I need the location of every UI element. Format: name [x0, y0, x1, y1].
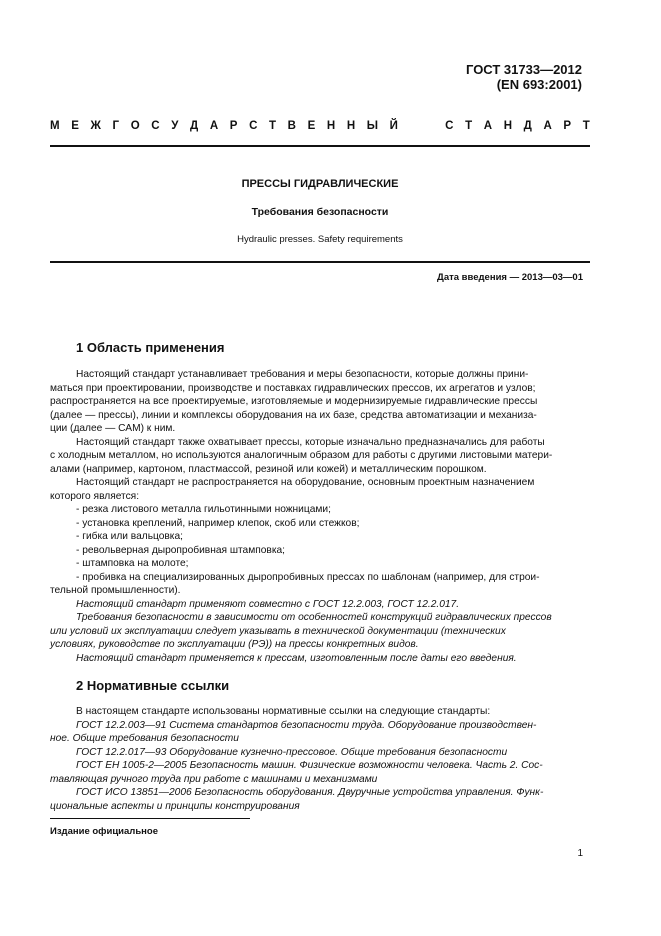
banner-letter: О [130, 120, 140, 132]
standard-type-banner [50, 120, 590, 132]
text-line: Настоящий стандарт не распространяется на оборудование, основным проектным назначением [76, 477, 535, 488]
banner-letter: Й [389, 120, 398, 132]
text-line: которого является: [50, 490, 140, 502]
text-line: Настоящий стандарт также охватывает прессы, которые изначально предназначались для работы [76, 436, 545, 448]
list-item: - резка листового металла гильотинными ножницами; [76, 504, 331, 515]
list-item: - штамповка на молоте; [76, 558, 189, 569]
banner-letter: Е [307, 120, 316, 132]
gost-number [466, 62, 582, 92]
page-number: 1 [577, 848, 583, 859]
banner-gap [410, 120, 434, 132]
banner-letter: Н [503, 120, 513, 132]
banner-letter: С [151, 120, 160, 132]
banner-letter: А [543, 120, 552, 132]
list-item: - пробивка на специализированных дыропробивных прессах по шаблонам (например, для строи- [76, 571, 540, 583]
text-line: или условий их эксплуатации следует указывать в технической документации (технических [50, 625, 506, 637]
banner-letter: А [483, 120, 493, 132]
reference-line: тавляющая ручного труда при работе с машинами и механизмами [50, 773, 378, 785]
banner-letter: Ы [366, 120, 379, 132]
title-divider [50, 261, 590, 263]
text-line: Требования безопасности в зависимости от особенностей конструкций гидравлических прессов [76, 612, 552, 623]
reference-line: циональные аспекты и принципы конструирования [50, 800, 300, 812]
text-line: ции (далее — САМ) к ним. [50, 423, 176, 434]
text-line: условиях, руководстве по эксплуатации (РЭ)) на прессы конкретных видов. [50, 639, 419, 650]
banner-letter: А [209, 120, 219, 132]
banner-letter: Ж [90, 120, 101, 132]
top-divider [50, 145, 590, 147]
banner-letter: Р [229, 120, 238, 132]
banner-letter: Д [523, 120, 532, 132]
list-item: - установка креплений, например клепок, скоб или стежков; [76, 517, 360, 529]
banner-letter: Г [112, 120, 120, 132]
text-line: маться при проектировании, производстве и поставках гидравлических прессов, их агрегатов и узлов; [50, 382, 536, 394]
text-line: В настоящем стандарте использованы нормативные ссылки на следующие стандарты: [76, 706, 491, 717]
section-1-heading: 1 Область применения [76, 340, 225, 355]
banner-letter: Д [190, 120, 199, 132]
reference-line: ГОСТ ЕН 1005-2—2005 Безопасность машин. Физические возможности человека. Часть 2. Сос- [76, 760, 543, 771]
banner-letter: В [287, 120, 296, 132]
section-2-body [50, 705, 585, 813]
list-item: - револьверная дыропробивная штамповка; [76, 544, 286, 556]
document-title: ПРЕССЫ ГИДРАВЛИЧЕСКИЕ [241, 178, 399, 190]
reference-line: ГОСТ 12.2.017—93 Оборудование кузнечно-прессовое. Общие требования безопасности [76, 746, 508, 758]
section-1-body [50, 368, 585, 665]
banner-letter: Е [71, 120, 79, 132]
section-2-heading: 2 Нормативные ссылки [76, 678, 230, 693]
banner-letter: Н [326, 120, 336, 132]
banner-letter: Т [582, 120, 590, 132]
reference-line: ное. Общие требования безопасности [50, 733, 239, 744]
text-line: Настоящий стандарт применяют совместно с ГОСТ 12.2.003, ГОСТ 12.2.017. [76, 598, 460, 610]
banner-letter: Н [346, 120, 356, 132]
intro-date: Дата введения — 2013—03—01 [437, 272, 583, 283]
english-title: Hydraulic presses. Safety requirements [237, 234, 403, 245]
gost-number-text: ГОСТ 31733—2012 [466, 62, 582, 77]
text-line: Настоящий стандарт применяется к прессам, изготовленным после даты его введения. [76, 652, 517, 664]
reference-line: ГОСТ 12.2.003—91 Система стандартов безопасности труда. Оборудование производствен- [76, 719, 537, 731]
banner-letter: У [171, 120, 179, 132]
banner-letter: Р [563, 120, 572, 132]
banner-letter: Т [269, 120, 277, 132]
reference-line: ГОСТ ИСО 13851—2006 Безопасность оборудования. Двуручные устройства управления. Функ- [76, 787, 544, 798]
en-number-text: (EN 693:2001) [496, 77, 582, 92]
text-line: с холодным металлом, но используются аналогичным образом для работы с другими листовыми матери- [50, 450, 553, 461]
edition-label: Издание официальное [50, 826, 158, 837]
footer-divider [50, 818, 250, 819]
document-subtitle: Требования безопасности [251, 206, 389, 218]
text-line: алами (например, картоном, пластмассой, резиной или кожей) и металлическим порошком. [50, 463, 487, 475]
text-line: (далее — прессы), линии и комплексы оборудования на их базе, средства автоматизации и механиза- [50, 409, 537, 421]
banner-letter: М [50, 120, 60, 132]
banner-letter: С [445, 120, 454, 132]
text-line: распространяется на все проектируемые, изготовляемые и модернизируемые гидравлические прессы [50, 396, 538, 407]
list-item: - гибка или вальцовка; [76, 531, 183, 542]
banner-letter: С [249, 120, 258, 132]
text-line: тельной промышленности). [50, 585, 181, 596]
banner-letter: Т [465, 120, 473, 132]
text-line: Настоящий стандарт устанавливает требования и меры безопасности, которые должны прини- [76, 369, 529, 380]
